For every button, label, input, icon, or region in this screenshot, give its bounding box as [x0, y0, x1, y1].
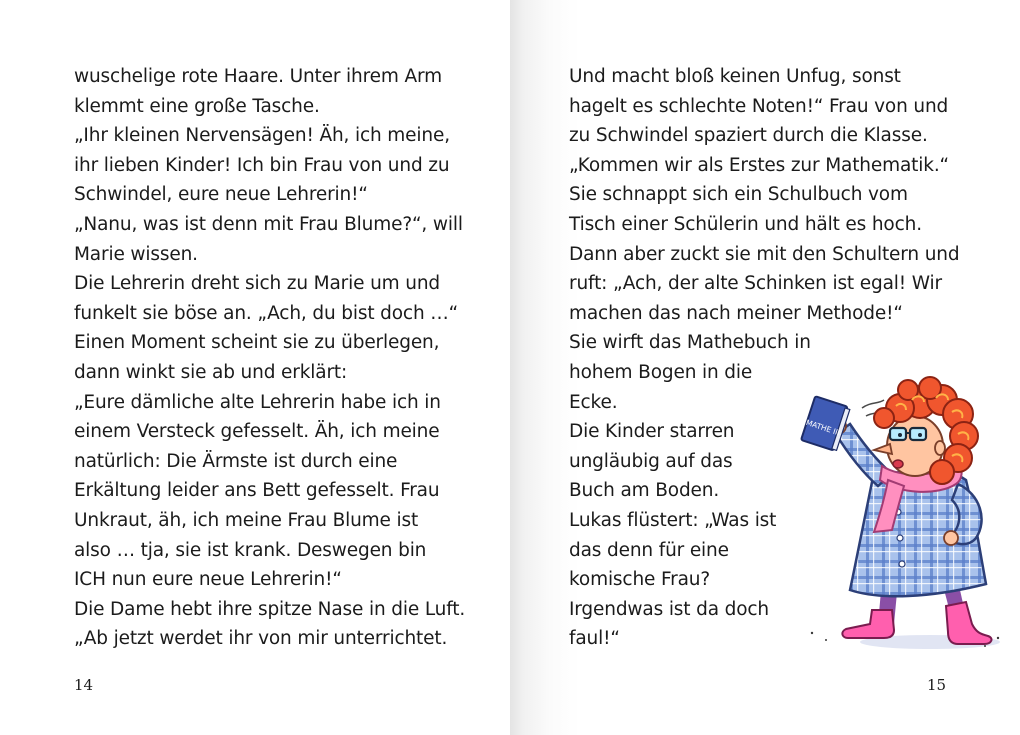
text-line: Marie wissen. — [74, 243, 198, 265]
text-line: Dann aber zuckt sie mit den Schultern und — [569, 243, 960, 265]
text-line: Die Dame hebt ihre spitze Nase in die Luft. — [74, 598, 466, 620]
text-line: Irgendwas ist da doch — [569, 598, 769, 620]
text-line: ICH nun eure neue Lehrerin!“ — [74, 569, 342, 591]
left-page-text — [74, 62, 484, 654]
text-line: Die Lehrerin dreht sich zu Marie um und — [74, 273, 441, 295]
text-line: ruft: „Ach, der alte Schinken ist egal! Wir — [569, 273, 942, 295]
page-number-right: 15 — [927, 676, 947, 694]
text-line: Tisch einer Schülerin und hält es hoch. — [569, 213, 922, 235]
text-line: ungläubig auf das — [569, 450, 733, 472]
text-line: Und macht bloß keinen Unfug, sonst — [569, 66, 901, 87]
text-line: „Ab jetzt werdet ihr von mir unterrichtet. — [74, 628, 448, 650]
page-number-left: 14 — [74, 676, 94, 694]
text-line: Erkältung leider ans Bett gefesselt. Frau — [74, 480, 440, 502]
text-line: „Eure dämliche alte Lehrerin habe ich in — [74, 391, 441, 413]
text-line: Buch am Boden. — [569, 480, 720, 502]
text-line: wuschelige rote Haare. Unter ihrem Arm — [74, 66, 443, 87]
text-line: einem Versteck gefesselt. Äh, ich meine — [74, 421, 440, 443]
text-line: Sie schnappt sich ein Schulbuch vom — [569, 184, 908, 206]
text-line: Lukas flüstert: „Was ist — [569, 509, 777, 531]
text-line: komische Frau? — [569, 569, 711, 591]
text-line: Unkraut, äh, ich meine Frau Blume ist — [74, 509, 419, 531]
text-line: faul!“ — [569, 628, 620, 650]
book-label: MATHE III — [804, 417, 841, 438]
text-line: dann winkt sie ab und erklärt: — [74, 361, 348, 383]
text-line: Ecke. — [569, 391, 618, 413]
text-line: Schwindel, eure neue Lehrerin!“ — [74, 184, 368, 206]
teacher-illustration-icon — [780, 362, 1015, 662]
text-line: „Ihr kleinen Nervensägen! Äh, ich meine, — [74, 125, 450, 147]
text-line: Einen Moment scheint sie zu überlegen, — [74, 332, 440, 354]
text-line: also … tja, sie ist krank. Deswegen bin — [74, 539, 427, 561]
text-line: funkelt sie böse an. „Ach, du bist doch …“ — [74, 302, 459, 324]
text-line: zu Schwindel spaziert durch die Klasse. — [569, 125, 928, 147]
text-line: natürlich: Die Ärmste ist durch eine — [74, 450, 398, 472]
text-line: hagelt es schlechte Noten!“ Frau von und — [569, 95, 949, 117]
text-line: machen das nach meiner Methode!“ — [569, 302, 903, 324]
text-line: Sie wirft das Mathebuch in — [569, 332, 811, 354]
text-line: das denn für eine — [569, 539, 729, 561]
text-line: Die Kinder starren — [569, 421, 735, 443]
text-line: ihr lieben Kinder! Ich bin Frau von und zu — [74, 154, 450, 176]
text-line: klemmt eine große Tasche. — [74, 95, 320, 117]
text-line: „Nanu, was ist denn mit Frau Blume?“, will — [74, 213, 463, 235]
right-page — [510, 0, 1020, 735]
text-line: hohem Bogen in die — [569, 361, 753, 383]
text-line: „Kommen wir als Erstes zur Mathematik.“ — [569, 154, 949, 176]
